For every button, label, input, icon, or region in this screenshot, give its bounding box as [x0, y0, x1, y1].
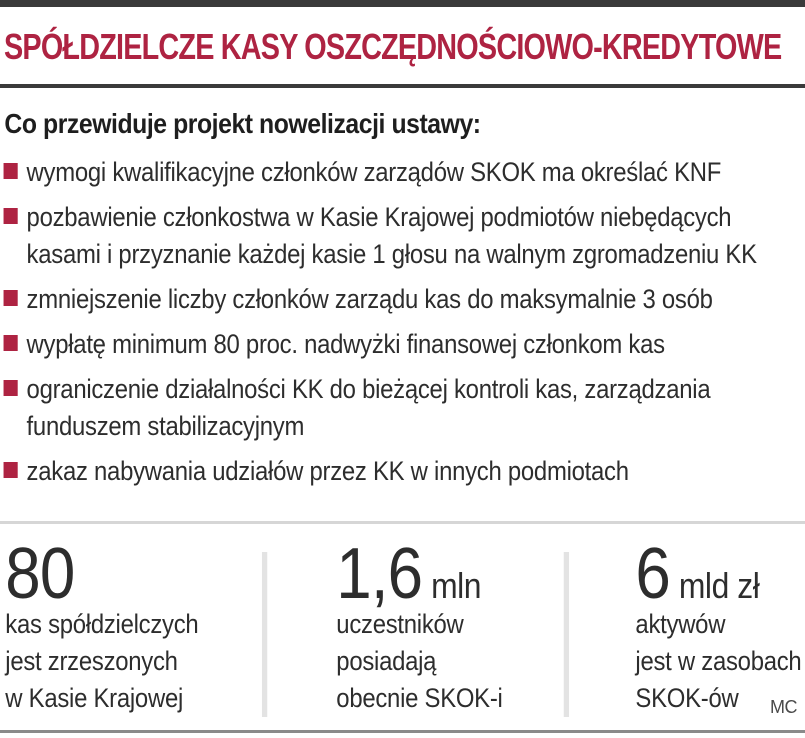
- stat-caption-line: aktywów: [635, 609, 726, 639]
- bullet-square-icon: [4, 335, 18, 351]
- bullet-square-icon: [4, 208, 18, 224]
- stat-value: 1,6: [336, 534, 423, 614]
- bullet-square-icon: [4, 380, 18, 396]
- stat-aktywa: [635, 534, 802, 717]
- stat-caption-line: obecnie SKOK-i: [336, 683, 503, 713]
- list-item: [4, 154, 805, 191]
- credit-initials: MC: [770, 697, 797, 717]
- top-bar: [0, 0, 805, 7]
- list-item: [4, 453, 805, 490]
- stat-value-row: [5, 534, 198, 614]
- stat-caption-line: SKOK-ów: [635, 683, 739, 713]
- bullet-text: zakaz nabywania udziałów przez KK w innych podmiotach: [26, 456, 629, 486]
- page-title: SPÓŁDZIELCZE KASY OSZCZĘDNOŚCIOWO-KREDYTOWE: [4, 26, 782, 67]
- stat-uczestnicy: [336, 534, 503, 717]
- bullet-text: ograniczenie działalności KK do bieżącej kontroli kas, zarządzania funduszem stabilizacyjnym: [26, 374, 711, 441]
- stat-caption-line: posiadają: [336, 646, 437, 676]
- stats-row: [0, 534, 805, 730]
- bullet-square-icon: [4, 462, 18, 478]
- stat-unit: mld zł: [678, 565, 760, 606]
- bullet-text: pozbawienie członkostwa w Kasie Krajowej podmiotów niebędących kasami i przyznanie każdej kasie 1 głosu na walnym zgromadzeniu KK: [26, 202, 757, 269]
- section-divider: [0, 521, 805, 524]
- stat-caption-line: w Kasie Krajowej: [5, 683, 184, 713]
- stat-kasy-zrzeszone: [5, 534, 199, 717]
- vertical-divider: [262, 552, 267, 717]
- stat-caption-line: jest w zasobach: [635, 646, 802, 676]
- stat-value-row: [336, 534, 502, 614]
- bullet-text: wypłatę minimum 80 proc. nadwyżki finansowej członkom kas: [26, 329, 665, 359]
- list-item: [4, 281, 805, 318]
- title-divider: [0, 84, 805, 88]
- bullet-list: [0, 154, 805, 490]
- vertical-divider: [564, 552, 569, 717]
- bullet-square-icon: [4, 290, 18, 306]
- stat-caption-line: jest zrzeszonych: [5, 646, 178, 676]
- list-item: [4, 371, 805, 445]
- stat-value: 6: [635, 534, 670, 614]
- bullet-text: zmniejszenie liczby członków zarządu kas do maksymalnie 3 osób: [26, 284, 713, 314]
- section-heading: Co przewiduje projekt nowelizacji ustawy:: [4, 108, 481, 139]
- bullet-text: wymogi kwalifikacyjne członków zarządów SKOK ma określać KNF: [26, 157, 722, 187]
- list-item: [4, 326, 805, 363]
- content-area: [0, 104, 805, 498]
- bottom-divider: [0, 730, 805, 733]
- stat-caption-line: uczestników: [336, 609, 464, 639]
- bullet-square-icon: [4, 163, 18, 179]
- list-item: [4, 199, 805, 273]
- stat-value-row: [635, 534, 801, 614]
- stat-value: 80: [5, 534, 75, 614]
- stat-unit: mln: [431, 565, 482, 606]
- stat-caption-line: kas spółdzielczych: [5, 609, 199, 639]
